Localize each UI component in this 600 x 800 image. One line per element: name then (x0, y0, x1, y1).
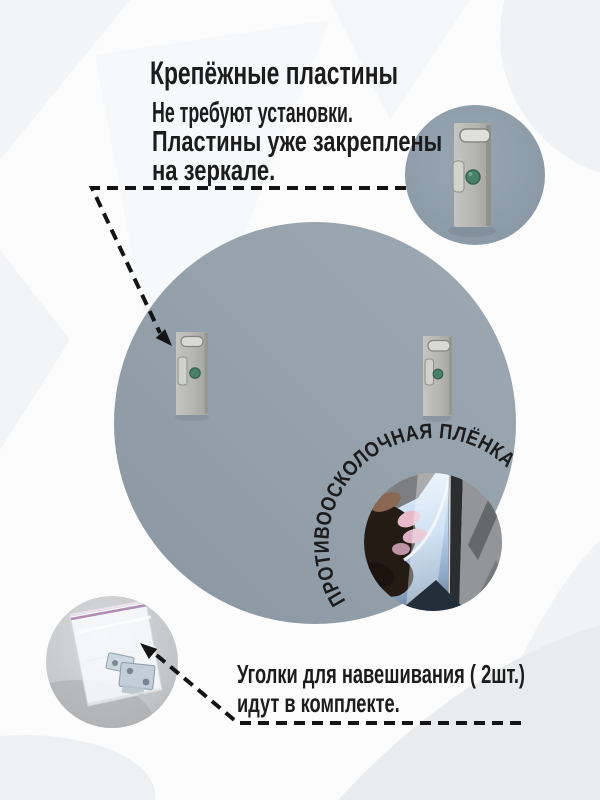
description-line-1: Не требуют установки. (152, 96, 353, 129)
plate-hanging-slot (460, 129, 490, 142)
plate-lever (425, 359, 434, 385)
plate-hanging-slot (181, 337, 203, 347)
page-title: Крепёжные пластины (150, 56, 399, 92)
plate-lever (178, 357, 187, 385)
plate-lever (453, 161, 464, 192)
plate-green-dot (466, 170, 480, 184)
plate-green-dot (190, 368, 200, 378)
mounting-plate-left (175, 332, 209, 421)
plate-green-dot (433, 369, 443, 379)
kit-note-line-1: Уголки для навешивания ( 2шт.) (237, 659, 525, 689)
plate-hanging-slot (428, 341, 450, 352)
kit-note-line-2: идут в комплекте. (237, 687, 400, 718)
mounting-plate-right (422, 336, 452, 422)
film-arc-label-text: ПРОТИВООСКОЛОЧНАЯ ПЛЁНКА (310, 419, 522, 611)
description-line-2: Пластины уже закреплены (152, 124, 443, 158)
description-line-3: на зеркале. (152, 154, 276, 187)
